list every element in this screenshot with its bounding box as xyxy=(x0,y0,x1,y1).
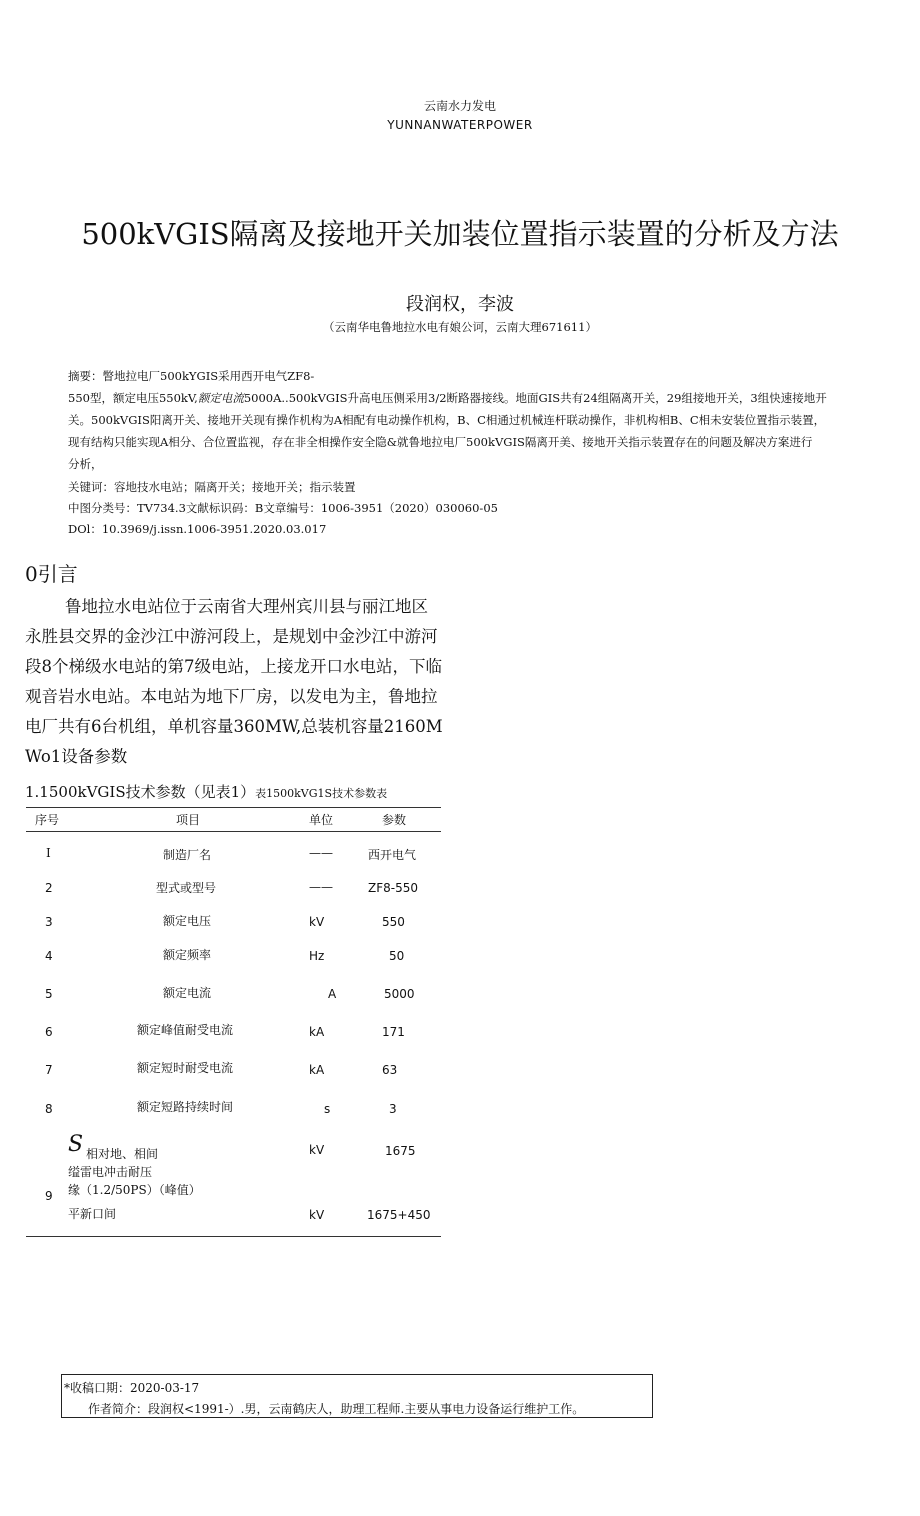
table-header-value: 参数 xyxy=(382,813,407,827)
abstract-line: 分析， xyxy=(68,457,103,471)
row-unit: kV xyxy=(309,915,325,929)
row-no: 2 xyxy=(45,881,53,895)
body-line: Wo1设备参数 xyxy=(25,747,128,766)
table-caption-small: 表1500kVG1S技术参数表 xyxy=(255,787,388,800)
row-item: 额定短路持续时间 xyxy=(137,1100,234,1114)
abstract-line: 摘要：瞥地拉电厂500kYGIS采用西开电气ZF8- xyxy=(68,369,315,383)
abstract-line: 现有结构只能实现A相分、合位置监视，存在非全相操作安全隐&就鲁地拉电厂500kVGIS隔离开美、接地开关指示装置存在的问题及解决方案进行 xyxy=(68,435,813,449)
row-unit: Hz xyxy=(309,949,325,963)
footnote-author-bio: 作者简介：段润权<1991-）.男，云南鹤庆人，助理工程师.主要从事电力设备运行维护工作。 xyxy=(88,1402,585,1416)
row-value: 西开电气 xyxy=(368,848,417,862)
body-line: 鲁地拉水电站位于云南省大理州宾川县与丽江地区 xyxy=(65,597,428,616)
row-item: 额定电流 xyxy=(163,986,212,1000)
abstract xyxy=(68,365,883,475)
row-unit: —— xyxy=(309,880,333,894)
keywords: 关键诃：容地技水电站；隔离开关；接地开关；指示装置 xyxy=(68,480,356,494)
table-caption-main: 1.1500kVGIS技术参数（见表1） xyxy=(25,783,256,801)
classification: 中图分类号：TV734.3文献标识码：B文章编号：1006-3951（2020）030060-05 xyxy=(68,501,498,515)
row-item: 额定峰值耐受电流 xyxy=(137,1023,234,1037)
row-unit: s xyxy=(324,1102,331,1116)
row-unit: A xyxy=(328,987,337,1001)
section-heading: 0引言 xyxy=(25,562,78,586)
row-unit: kV xyxy=(309,1143,325,1157)
row-value: 5000 xyxy=(384,987,415,1001)
row-value: 171 xyxy=(382,1025,405,1039)
abstract-fragment: 5000A..500kVGIS升高电压侧采用3/2断路器接线。地面GIS共有24组隔离开关，29组接地开关，3组快速接地开 xyxy=(243,391,827,405)
section-body xyxy=(25,592,445,772)
doi: DOl：10.3969/j.issn.1006-3951.2020.03.017 xyxy=(68,522,327,536)
table-caption xyxy=(25,781,387,802)
journal-name-en: YUNNANWATERPOWER xyxy=(387,118,533,132)
body-line: 观音岩水电站。本电站为地下厂房，以发电为主，鲁地拉 xyxy=(25,687,438,706)
footnote-box xyxy=(61,1374,653,1418)
row-value: 63 xyxy=(382,1063,398,1077)
row-no: 4 xyxy=(45,949,53,963)
table-header-item: 项目 xyxy=(176,813,201,827)
row-unit: kA xyxy=(309,1063,325,1077)
row-item: 制造厂名 xyxy=(163,848,212,862)
footnote-received: *收稿口期：2020-03-17 xyxy=(64,1381,200,1395)
abstract-line: 关。500kVGIS阳离开关、接地开关现有操作机构为A相配有电动操作机构，B、C相通过机械连杆联动操作，非机构相B、C相未安装位置指示装置， xyxy=(68,413,826,427)
row-item-initial: S xyxy=(68,1132,84,1157)
article-authors: 段润权，李波 xyxy=(406,294,514,315)
row-value: 1675+450 xyxy=(367,1208,431,1222)
row-item: 型式或型号 xyxy=(156,881,217,895)
table-header-no: 序号 xyxy=(35,813,60,827)
article-affiliation: （云南华电鲁地拉水电有娘公诃，云南大理671611） xyxy=(323,320,597,334)
abstract-line xyxy=(68,387,883,409)
row-no: 6 xyxy=(45,1025,53,1039)
table-top-rule xyxy=(26,807,441,808)
row-no: 7 xyxy=(45,1063,53,1077)
row-item: 额定电压 xyxy=(163,914,212,928)
row-unit: —— xyxy=(309,846,333,860)
row-value: 50 xyxy=(389,949,405,963)
body-line: 永胜县交界的金沙江中游河段上，是规划中金沙江中游河 xyxy=(25,627,438,646)
row-no: I xyxy=(46,846,51,860)
body-line: 段8个梯级水电站的第7级电站，上接龙开口水电站，下临 xyxy=(25,657,442,676)
journal-name-cn: 云南水力发电 xyxy=(423,99,496,113)
abstract-fragment: 550型，额定电压550kV, xyxy=(68,391,198,405)
table-bottom-rule xyxy=(26,1236,441,1237)
row-value: 550 xyxy=(382,915,405,929)
row-value: 1675 xyxy=(385,1144,416,1158)
table-header-rule xyxy=(26,831,441,832)
row-no: 9 xyxy=(45,1189,53,1203)
row-value: 3 xyxy=(389,1102,397,1116)
row-item-line: 平新口间 xyxy=(68,1207,117,1221)
row-item: 额定频率 xyxy=(163,948,212,962)
table-header-unit: 单位 xyxy=(309,813,334,827)
row-unit: kV xyxy=(309,1208,325,1222)
abstract-fragment-italic: 额定电流 xyxy=(197,391,244,405)
body-line: 电厂共有6台机组，单机容量360MW,总装机容量2160M xyxy=(25,717,443,736)
row-no: 8 xyxy=(45,1102,53,1116)
row-item-line: 相对地、相间 xyxy=(86,1147,159,1161)
article-title: 500kVGIS隔离及接地开关加装位置指示装置的分析及方法 xyxy=(81,217,839,251)
row-value: ZF8-550 xyxy=(368,881,418,895)
row-item: 额定短时耐受电流 xyxy=(137,1061,234,1075)
row-item-line: 缘（1.2/50PS）（峰值） xyxy=(68,1183,201,1197)
row-no: 3 xyxy=(45,915,53,929)
row-unit: kA xyxy=(309,1025,325,1039)
row-no: 5 xyxy=(45,987,53,1001)
row-item-line: 缢雷电冲击耐压 xyxy=(68,1165,153,1179)
